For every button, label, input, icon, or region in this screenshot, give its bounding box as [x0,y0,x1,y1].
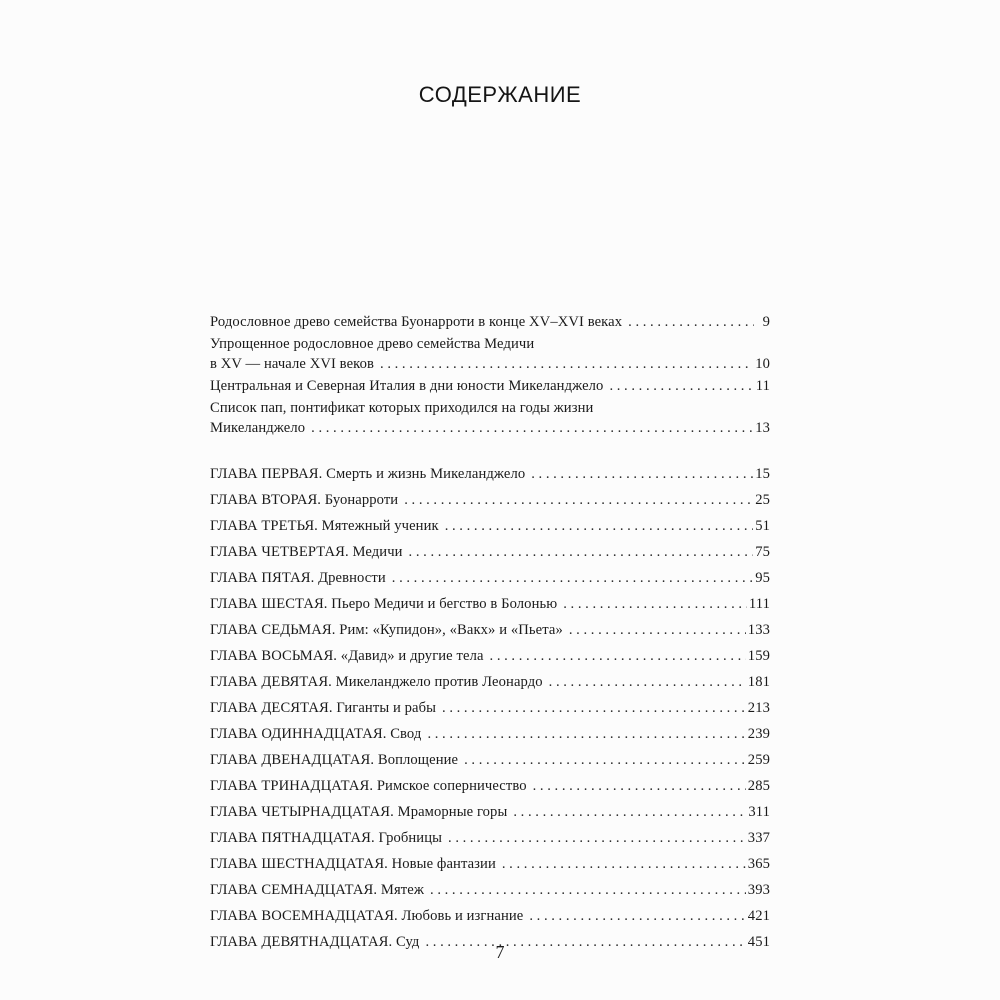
chapter-title: ГЛАВА ПЯТАЯ. Древности [210,570,386,586]
chapter-title: ГЛАВА ОДИННАДЦАТАЯ. Свод [210,726,422,742]
chapter-title: ГЛАВА СЕМНАДЦАТАЯ. Мятеж [210,882,425,898]
leader-dots [448,828,746,848]
chapter-entry [210,516,770,542]
leader-dots [392,568,753,588]
chapter-title: ГЛАВА ШЕСТАЯ. Пьеро Медичи и бегство в Болонью [210,596,558,612]
chapter-page: 159 [747,648,770,664]
chapter-title: ГЛАВА ЧЕТЫРНАДЦАТАЯ. Мраморные горы [210,804,508,820]
toc-entry-page: 11 [755,378,770,394]
chapter-page: 421 [747,908,770,924]
leader-dots [563,594,747,614]
chapter-entry [210,880,770,906]
chapter-page: 451 [747,934,770,950]
leader-dots [442,698,746,718]
chapter-page: 311 [748,804,770,820]
chapter-entry [210,724,770,750]
leader-dots [502,854,746,874]
toc-entry [210,312,770,332]
leader-dots [549,672,746,692]
chapter-title: ГЛАВА ПЯТНАДЦАТАЯ. Гробницы [210,830,443,846]
chapter-title: ГЛАВА ШЕСТНАДЦАТАЯ. Новые фантазии [210,856,496,872]
chapter-title: ГЛАВА ВТОРАЯ. Буонарроти [210,492,399,508]
leader-dots [427,724,745,744]
chapter-list [210,464,770,958]
chapter-title: ГЛАВА ДВЕНАДЦАТАЯ. Воплощение [210,752,459,768]
chapter-title: ГЛАВА ТРИНАДЦАТАЯ. Римское соперничество [210,778,527,794]
leader-dots [409,542,754,562]
chapter-page: 181 [747,674,770,690]
leader-dots [464,750,746,770]
chapter-page: 259 [747,752,770,768]
chapter-title: ГЛАВА СЕДЬМАЯ. Рим: «Купидон», «Вакх» и «Пьета» [210,622,563,638]
front-matter-list [210,312,770,438]
chapter-entry [210,828,770,854]
leader-dots [531,464,753,484]
leader-dots [404,490,753,510]
toc-entry-page: 10 [755,356,770,372]
chapter-page: 25 [755,492,770,508]
toc-entry-text-line1: Список пап, понтификат которых приходился на годы жизни [210,400,594,416]
leader-dots [628,312,754,332]
toc-entry [210,376,770,396]
chapter-title: ГЛАВА ДЕВЯТАЯ. Микеланджело против Леонардо [210,674,543,690]
leader-dots [529,906,745,926]
leader-dots [311,418,753,438]
page-title: СОДЕРЖАНИЕ [418,82,582,107]
chapter-entry [210,776,770,802]
toc-entry-text: Центральная и Северная Италия в дни юности Микеланджело [210,378,604,394]
chapter-title: ГЛАВА ЧЕТВЕРТАЯ. Медичи [210,544,403,560]
chapter-entry [210,698,770,724]
chapter-title: ГЛАВА ПЕРВАЯ. Смерть и жизнь Микеланджело [210,466,526,482]
chapter-entry [210,750,770,776]
leader-dots [430,880,746,900]
leader-dots [569,620,746,640]
chapter-page: 285 [747,778,770,794]
chapter-entry [210,906,770,932]
chapter-page: 337 [747,830,770,846]
toc-entry-page: 9 [762,314,770,330]
leader-dots [609,376,753,396]
toc-entry-page: 13 [755,420,770,436]
toc-entry-text: в XV — начале XVI веков [210,356,375,372]
leader-dots [490,646,746,666]
chapter-page: 15 [755,466,770,482]
toc-entry [210,334,770,374]
chapter-entry [210,594,770,620]
chapter-entry [210,620,770,646]
table-of-contents [210,312,770,958]
toc-entry-text: Родословное древо семейства Буонарроти в конце XV–XVI веках [210,314,623,330]
chapter-page: 75 [755,544,770,560]
chapter-page: 133 [747,622,770,638]
chapter-entry [210,464,770,490]
chapter-entry [210,646,770,672]
leader-dots [445,516,754,536]
toc-entry-text-line1: Упрощенное родословное древо семейства Медичи [210,336,535,352]
leader-dots [533,776,746,796]
toc-entry-text: Микеланджело [210,420,306,436]
chapter-entry [210,542,770,568]
chapter-entry [210,568,770,594]
page-number: 7 [495,942,505,962]
chapter-page: 213 [747,700,770,716]
leader-dots [380,354,753,374]
chapter-title: ГЛАВА ВОСЕМНАДЦАТАЯ. Любовь и изгнание [210,908,524,924]
chapter-page: 365 [747,856,770,872]
chapter-entry [210,854,770,880]
chapter-title: ГЛАВА ДЕВЯТНАДЦАТАЯ. Суд [210,934,420,950]
chapter-title: ГЛАВА ДЕСЯТАЯ. Гиганты и рабы [210,700,437,716]
chapter-page: 393 [747,882,770,898]
chapter-page: 111 [748,596,770,612]
chapter-entry [210,672,770,698]
toc-entry [210,398,770,438]
leader-dots [513,802,746,822]
chapter-page: 95 [755,570,770,586]
chapter-entry [210,802,770,828]
chapter-page: 51 [755,518,770,534]
chapter-page: 239 [747,726,770,742]
chapter-title: ГЛАВА ВОСЬМАЯ. «Давид» и другие тела [210,648,484,664]
chapter-title: ГЛАВА ТРЕТЬЯ. Мятежный ученик [210,518,439,534]
chapter-entry [210,490,770,516]
